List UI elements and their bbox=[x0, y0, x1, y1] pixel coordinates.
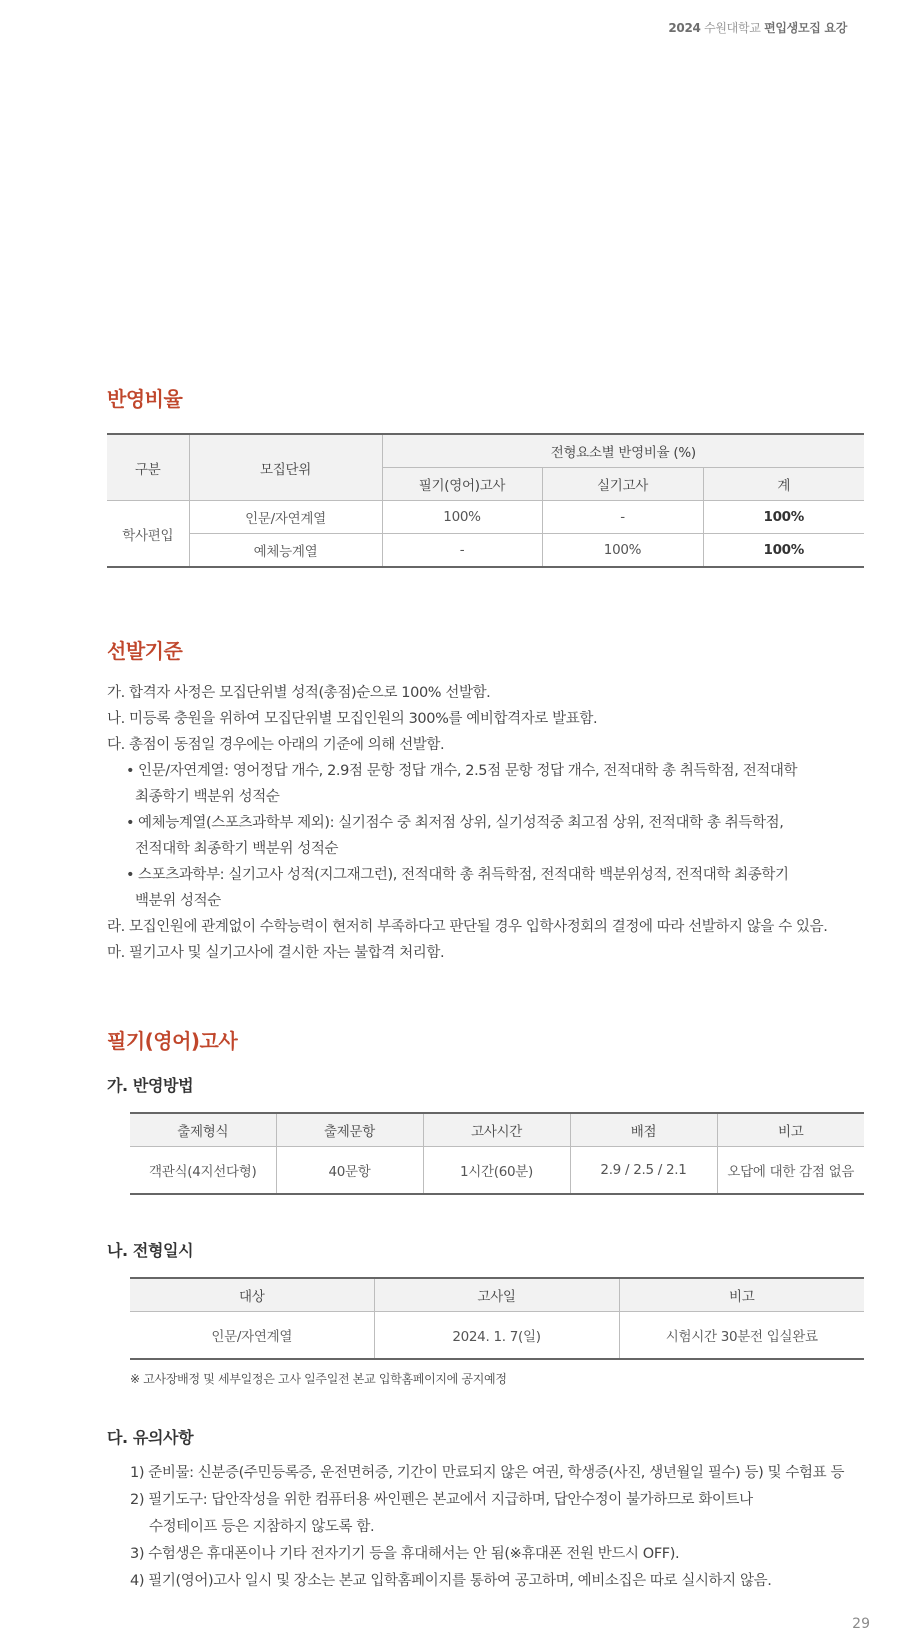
subtitle-schedule: 나. 전형일시 bbox=[107, 1241, 194, 1260]
caution-list bbox=[130, 1460, 890, 1595]
total-cell: 100% bbox=[703, 534, 864, 568]
header-remarks: 비고 bbox=[717, 1113, 864, 1147]
section-title-criteria: 선발기준 bbox=[107, 639, 183, 663]
schedule-note: ※ 고사장배정 및 세부일정은 고사 일주일전 본교 입학홈페이지에 공지예정 bbox=[130, 1372, 507, 1386]
subtitle-caution: 다. 유의사항 bbox=[107, 1428, 194, 1447]
unit-cell: 인문/자연계열 bbox=[189, 501, 382, 534]
criteria-bullet bbox=[107, 862, 877, 888]
header-questions: 출제문항 bbox=[276, 1113, 423, 1147]
criteria-list bbox=[107, 680, 877, 966]
header-unit: 모집단위 bbox=[189, 434, 382, 501]
header-format: 출제형식 bbox=[130, 1113, 276, 1147]
header-year: 2024 bbox=[668, 21, 701, 35]
criteria-bullet bbox=[107, 810, 877, 836]
header-category: 구분 bbox=[107, 434, 189, 501]
header-duration: 고사시간 bbox=[423, 1113, 570, 1147]
criteria-bullet bbox=[107, 758, 877, 784]
header-ratio-group: 전형요소별 반영비율 (%) bbox=[382, 434, 864, 468]
table-row bbox=[130, 1147, 864, 1195]
category-cell: 학사편입 bbox=[107, 501, 189, 568]
subtitle-method: 가. 반영방법 bbox=[107, 1076, 194, 1095]
schedule-remarks-cell: 시험시간 30분전 입실완료 bbox=[619, 1312, 864, 1360]
total-cell: 100% bbox=[703, 501, 864, 534]
table-row bbox=[107, 534, 864, 568]
criteria-item: 마. 필기고사 및 실기고사에 결시한 자는 불합격 처리함. bbox=[107, 945, 445, 961]
caution-item: 1) 준비물: 신분증(주민등록증, 운전면허증, 기간이 만료되지 않은 여권, 학생증(사진, 생년월일 필수) 등) 및 수험표 등 bbox=[130, 1465, 845, 1481]
header-total: 계 bbox=[703, 468, 864, 501]
remarks-cell: 오답에 대한 감점 없음 bbox=[717, 1147, 864, 1195]
header-school: 수원대학교 bbox=[704, 21, 761, 35]
criteria-item: 다. 총점이 동점일 경우에는 아래의 기준에 의해 선발함. bbox=[107, 737, 445, 753]
bullet-text: 스포츠과학부: 실기고사 성적(지그재그런), 전적대학 총 취득학점, 전적대학 백분위성적, 전적대학 최종학기 bbox=[138, 867, 789, 883]
bullet-text: 인문/자연계열: 영어정답 개수, 2.9점 문항 정답 개수, 2.5점 문항 정답 개수, 전적대학 총 취득학점, 전적대학 bbox=[138, 763, 798, 779]
points-cell: 2.9 / 2.5 / 2.1 bbox=[570, 1147, 717, 1195]
bullet-text: 예체능계열(스포츠과학부 제외): 실기점수 중 최저점 상위, 실기성적중 최고점 상위, 전적대학 총 취득학점, bbox=[138, 815, 784, 831]
page-header bbox=[668, 19, 847, 36]
written-cell: 100% bbox=[382, 501, 542, 534]
bullet-continuation: 백분위 성적순 bbox=[135, 893, 221, 909]
duration-cell: 1시간(60분) bbox=[423, 1147, 570, 1195]
header-points: 배점 bbox=[570, 1113, 717, 1147]
practical-cell: - bbox=[542, 501, 703, 534]
criteria-item: 라. 모집인원에 관계없이 수학능력이 현저히 부족하다고 판단될 경우 입학사정회의 결정에 따라 선발하지 않을 수 있음. bbox=[107, 919, 828, 935]
section-title-ratio: 반영비율 bbox=[107, 387, 183, 411]
caution-item: 3) 수험생은 휴대폰이나 기타 전자기기 등을 휴대해서는 안 됨(※휴대폰 전원 반드시 OFF). bbox=[130, 1546, 680, 1562]
questions-cell: 40문항 bbox=[276, 1147, 423, 1195]
header-exam-date: 고사일 bbox=[374, 1278, 619, 1312]
bullet-continuation: 최종학기 백분위 성적순 bbox=[135, 789, 280, 805]
bullet-continuation: 전적대학 최종학기 백분위 성적순 bbox=[135, 841, 339, 857]
header-target: 대상 bbox=[130, 1278, 374, 1312]
unit-cell: 예체능계열 bbox=[189, 534, 382, 568]
header-schedule-remarks: 비고 bbox=[619, 1278, 864, 1312]
header-doc-title: 편입생모집 요강 bbox=[764, 21, 847, 35]
table-row bbox=[130, 1312, 864, 1360]
table-row bbox=[107, 501, 864, 534]
format-cell: 객관식(4지선다형) bbox=[130, 1147, 276, 1195]
written-cell: - bbox=[382, 534, 542, 568]
header-practical: 실기고사 bbox=[542, 468, 703, 501]
exam-schedule-table bbox=[130, 1277, 864, 1360]
caution-item: 2) 필기도구: 답안작성을 위한 컴퓨터용 싸인펜은 본교에서 지급하며, 답안수정이 불가하므로 화이트나 bbox=[130, 1492, 753, 1508]
criteria-item: 나. 미등록 충원을 위하여 모집단위별 모집인원의 300%를 예비합격자로 발표함. bbox=[107, 711, 598, 727]
ratio-table bbox=[107, 433, 864, 568]
exam-date-cell: 2024. 1. 7(일) bbox=[374, 1312, 619, 1360]
exam-method-table bbox=[130, 1112, 864, 1195]
criteria-item: 가. 합격자 사정은 모집단위별 성적(총점)순으로 100% 선발함. bbox=[107, 685, 491, 701]
caution-continuation: 수정테이프 등은 지참하지 않도록 함. bbox=[149, 1519, 375, 1535]
practical-cell: 100% bbox=[542, 534, 703, 568]
section-title-written-exam: 필기(영어)고사 bbox=[107, 1029, 238, 1053]
caution-item: 4) 필기(영어)고사 일시 및 장소는 본교 입학홈페이지를 통하여 공고하며, 예비소집은 따로 실시하지 않음. bbox=[130, 1573, 772, 1589]
page-number: 29 bbox=[852, 1616, 870, 1632]
header-written: 필기(영어)고사 bbox=[382, 468, 542, 501]
target-cell: 인문/자연계열 bbox=[130, 1312, 374, 1360]
